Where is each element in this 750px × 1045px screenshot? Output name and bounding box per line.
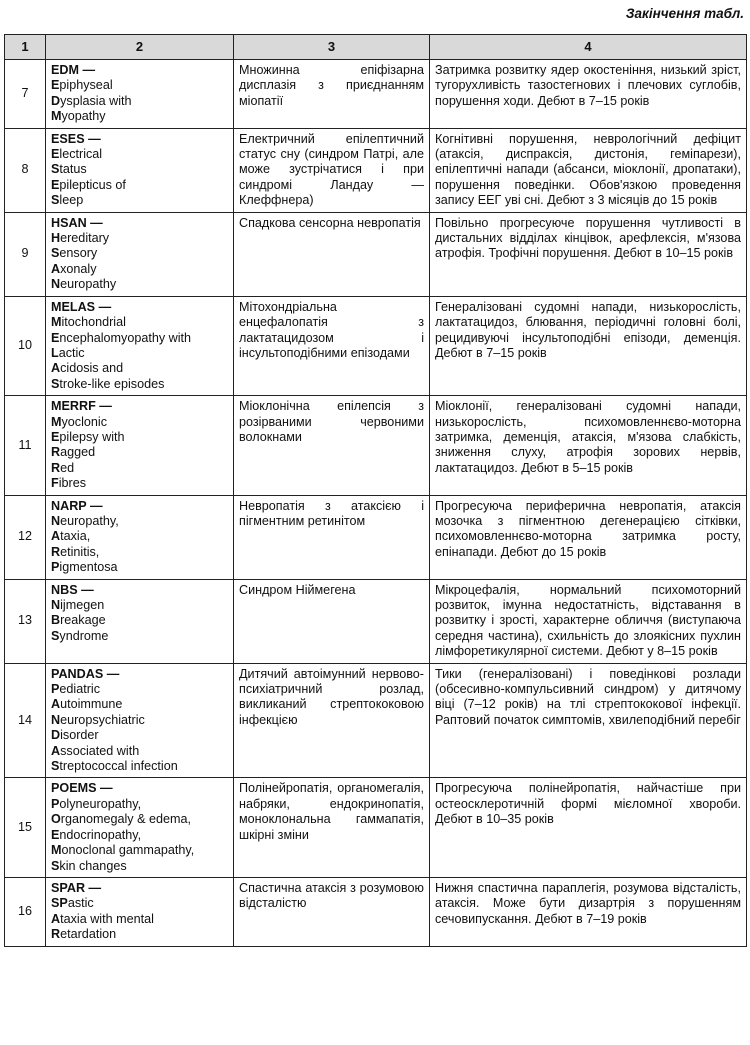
acronym-word-rest: isorder: [60, 728, 99, 743]
acronym-expansion-line: [51, 476, 228, 491]
acronym-expansion-line: [51, 859, 228, 874]
acronym-word-rest: agged: [60, 445, 96, 460]
acronym-initial: E: [51, 827, 60, 842]
acronym-initial: E: [51, 147, 60, 162]
table-row: [5, 778, 747, 877]
acronym-word-rest: etardation: [60, 927, 117, 942]
acronym-word-rest: utoimmune: [60, 697, 123, 712]
acronym-initial: SP: [51, 896, 68, 911]
acronym-word-rest: actic: [58, 345, 85, 360]
header-col-2: 2: [46, 35, 234, 60]
acronym-word-rest: ssociated with: [60, 743, 140, 758]
header-col-3: 3: [234, 35, 430, 60]
acronym-word-rest: europathy,: [60, 513, 119, 528]
table-row: [5, 877, 747, 946]
row-number: 14: [5, 663, 46, 778]
syndrome-description: Множинна епіфізарна дисплазія з приєднанням міопатії: [234, 60, 430, 129]
acronym-word-rest: leep: [59, 193, 84, 208]
acronym-word-rest: xonaly: [60, 261, 97, 276]
acronym-initial: E: [51, 330, 60, 345]
acronym-title: HSAN —: [51, 215, 103, 230]
acronym-word-rest: tatus: [59, 162, 87, 177]
clinical-features: Повільно прогресуюче порушення чутливості в дистальних відділах кінцівок, арефлексія, м'язова атрофія. Трофічні порушення. Дебют в 10–15 років: [430, 212, 747, 296]
clinical-features: Прогресуюча полінейропатія, найчастіше при остеосклеротичній формі мієломної хвороби. Дебют в 10–35 років: [430, 778, 747, 877]
acronym-expansion-line: [51, 377, 228, 392]
acronym-word-rest: astic: [67, 896, 94, 911]
clinical-features: Нижня спастична параплегія, розумова відсталість, атаксія. Може бути дизартрія з порушенням сечовипускання. Дебют в 7–19 років: [430, 877, 747, 946]
acronym-cell: [46, 579, 234, 663]
acronym-word-rest: ediatric: [59, 682, 101, 697]
acronym-word-rest: pilepsy with: [59, 429, 125, 444]
acronym-initial: A: [51, 911, 61, 926]
acronym-cell: [46, 212, 234, 296]
row-number: 9: [5, 212, 46, 296]
acronym-expansion-line: [51, 178, 228, 193]
acronym-expansion-line: [51, 514, 228, 529]
acronym-word-rest: piphyseal: [59, 78, 113, 93]
row-number: 11: [5, 396, 46, 495]
acronym-initial: E: [51, 177, 60, 192]
acronym-initial: H: [51, 231, 61, 246]
acronym-word-rest: etinitis,: [60, 544, 100, 559]
acronym-expansion-line: [51, 415, 228, 430]
acronym-word-rest: europsychiatric: [60, 712, 145, 727]
acronym-initial: R: [51, 445, 61, 460]
acronym-expansion-line: [51, 843, 228, 858]
acronym-expansion-line: [51, 445, 228, 460]
acronym-expansion-line: [51, 461, 228, 476]
table-row: [5, 396, 747, 495]
acronym-word-rest: kin changes: [59, 858, 127, 873]
acronym-word-rest: ibres: [58, 476, 86, 491]
acronym-word-rest: lectrical: [59, 147, 103, 162]
acronym-word-rest: ndocrinopathy,: [59, 827, 142, 842]
acronym-initial: N: [51, 513, 61, 528]
acronym-expansion-line: [51, 231, 228, 246]
acronym-word-rest: ereditary: [60, 231, 110, 246]
acronym-initial: F: [51, 476, 59, 491]
acronym-expansion-line: [51, 728, 228, 743]
acronym-cell: [46, 877, 234, 946]
acronym-cell: [46, 296, 234, 395]
acronym-expansion-line: [51, 331, 228, 346]
acronym-expansion-line: [51, 277, 228, 292]
acronym-expansion-line: [51, 430, 228, 445]
acronym-expansion-line: [51, 759, 228, 774]
acronym-cell: [46, 495, 234, 579]
acronym-initial: P: [51, 796, 60, 811]
acronym-initial: M: [51, 414, 62, 429]
clinical-features: Генералізовані судомні напади, низькорослість, лактатацидоз, блювання, періодичні головні болі, рецидивуючі інсультоподібні епізоди, деменція. Дебют в 7–15 років: [430, 296, 747, 395]
syndrome-description: Дитячий автоімунний нервово-психіатричний розлад, викликаний стрептококовою інфекцією: [234, 663, 430, 778]
acronym-expansion-line: [51, 162, 228, 177]
clinical-features: Тики (генералізовані) і поведінкові розлади (обсесивно-компульсивний синдром) у дитячому віці (7–12 років) на тлі стрептококової інфекції. Раптовий початок симптомів, хвилеподібний перебіг: [430, 663, 747, 778]
syndrome-description: Мітохондріальна енцефалопатія з лактатацидозом і інсультоподібними епізодами: [234, 296, 430, 395]
acronym-word-rest: ncephalomyopathy with: [59, 330, 192, 345]
acronym-initial: S: [51, 376, 60, 391]
acronym-expansion-line: [51, 697, 228, 712]
table-continuation-caption: Закінчення табл.: [625, 6, 744, 21]
table-row: [5, 663, 747, 778]
acronym-word-rest: ed: [60, 460, 75, 475]
acronym-initial: R: [51, 544, 61, 559]
acronym-word-rest: onoclonal gammapathy,: [61, 843, 195, 858]
acronym-word-rest: ysplasia with: [60, 93, 132, 108]
acronym-expansion-line: [51, 797, 228, 812]
acronym-expansion-line: [51, 147, 228, 162]
acronym-initial: A: [51, 529, 61, 544]
acronym-word-rest: taxia,: [60, 529, 91, 544]
acronym-expansion-line: [51, 560, 228, 575]
clinical-features: Когнітивні порушення, неврологічний дефіцит (атаксія, диспраксія, дистонія, геміпарези), епілептичні напади (абсанси, міоклонії, дропатаки), порушення поведінки. Обов'язкою проведення запису ЕЕГ уві сні. Дебют з 3 місяців до 15 років: [430, 128, 747, 212]
acronym-expansion-line: [51, 613, 228, 628]
acronym-initial: N: [51, 277, 61, 292]
acronym-expansion-line: [51, 812, 228, 827]
acronym-word-rest: itochondrial: [61, 315, 126, 330]
acronym-expansion-line: [51, 246, 228, 261]
row-number: 13: [5, 579, 46, 663]
acronym-expansion-line: [51, 109, 228, 124]
table-row: [5, 128, 747, 212]
acronym-cell: [46, 778, 234, 877]
acronym-expansion-line: [51, 94, 228, 109]
acronym-title: NBS —: [51, 582, 94, 597]
acronym-word-rest: ensory: [59, 246, 98, 261]
table-header: [5, 35, 747, 60]
acronym-initial: N: [51, 712, 61, 727]
acronym-word-rest: pilepticus of: [59, 177, 126, 192]
acronym-expansion-line: [51, 598, 228, 613]
acronym-cell: [46, 60, 234, 129]
table-row: [5, 579, 747, 663]
acronym-expansion-line: [51, 629, 228, 644]
clinical-features: Мікроцефалія, нормальний психомоторний розвиток, імунна недостатність, відставання в розвитку і зрості, характерне обличчя (виступаюча середня частина), схильність до злоякісних пухлин лімфоретикулярної системи. Дебют у 8–15 років: [430, 579, 747, 663]
acronym-initial: D: [51, 728, 61, 743]
table-row: [5, 60, 747, 129]
syndrome-description: Спадкова сенсорна невропатія: [234, 212, 430, 296]
clinical-features: Міоклонії, генералізовані судомні напади, низькорослість, психомовленнєво-моторна затримка, деменція, атаксія, м'язова слабкість, зниження слуху, атрофія зорових нервів, лактатацидоз. Дебют в 5–15 років: [430, 396, 747, 495]
acronym-initial: A: [51, 743, 61, 758]
acronym-initial: E: [51, 429, 60, 444]
header-col-4: 4: [430, 35, 747, 60]
acronym-expansion-line: [51, 78, 228, 93]
acronym-initial: R: [51, 927, 61, 942]
acronym-expansion-line: [51, 346, 228, 361]
syndrome-description: Невропатія з атаксією і пігментним ретинітом: [234, 495, 430, 579]
acronym-initial: A: [51, 261, 61, 276]
acronym-initial: S: [51, 246, 60, 261]
row-number: 12: [5, 495, 46, 579]
acronym-title: PANDAS —: [51, 666, 120, 681]
acronym-word-rest: rganomegaly & edema,: [60, 812, 192, 827]
syndrome-description: Полінейропатія, органомегалія, набряки, ендокринопатія, моноклональна гаммапатія, шкірні зміни: [234, 778, 430, 877]
acronym-initial: R: [51, 460, 61, 475]
acronym-initial: M: [51, 109, 62, 124]
table-row: [5, 212, 747, 296]
acronym-initial: S: [51, 759, 60, 774]
row-number: 7: [5, 60, 46, 129]
acronym-expansion-line: [51, 713, 228, 728]
acronym-initial: A: [51, 697, 61, 712]
acronym-word-rest: igmentosa: [59, 560, 118, 575]
acronym-initial: L: [51, 345, 59, 360]
row-number: 15: [5, 778, 46, 877]
acronym-word-rest: olyneuropathy,: [59, 796, 142, 811]
row-number: 8: [5, 128, 46, 212]
table-row: [5, 495, 747, 579]
acronym-expansion-line: [51, 682, 228, 697]
syndromes-table: [4, 34, 747, 947]
acronym-initial: O: [51, 812, 61, 827]
acronym-cell: [46, 396, 234, 495]
table-body: [5, 60, 747, 947]
table-row: [5, 296, 747, 395]
syndrome-description: Електричний епілептичний статус сну (синдром Патрі, але може зустрічатися і при синдромі Ландау — Клеффнера): [234, 128, 430, 212]
acronym-word-rest: yndrome: [59, 628, 109, 643]
acronym-expansion-line: [51, 912, 228, 927]
acronym-word-rest: yoclonic: [61, 414, 107, 429]
acronym-word-rest: europathy: [60, 277, 117, 292]
acronym-initial: B: [51, 613, 61, 628]
acronym-initial: S: [51, 628, 60, 643]
acronym-title: EDM —: [51, 63, 96, 77]
acronym-title: MELAS —: [51, 299, 112, 314]
acronym-expansion-line: [51, 545, 228, 560]
acronym-expansion-line: [51, 262, 228, 277]
row-number: 10: [5, 296, 46, 395]
acronym-cell: [46, 663, 234, 778]
acronym-word-rest: reakage: [60, 613, 106, 628]
acronym-word-rest: ijmegen: [60, 598, 105, 612]
syndrome-description: Синдром Ніймегена: [234, 579, 430, 663]
acronym-title: ESES —: [51, 131, 101, 146]
acronym-word-rest: troke-like episodes: [59, 376, 165, 391]
row-number: 16: [5, 877, 46, 946]
acronym-expansion-line: [51, 896, 228, 911]
acronym-initial: N: [51, 598, 61, 612]
syndrome-description: Міоклонічна епілепсія з розірваними червоними волокнами: [234, 396, 430, 495]
acronym-initial: D: [51, 93, 61, 108]
acronym-word-rest: taxia with mental: [60, 911, 154, 926]
acronym-initial: M: [51, 315, 62, 330]
acronym-initial: P: [51, 560, 60, 575]
acronym-expansion-line: [51, 315, 228, 330]
acronym-initial: S: [51, 858, 60, 873]
clinical-features: Прогресуюча периферична невропатія, атаксія мозочка з пігментною дегенерацією сітківки, психомовленнєво-моторна затримка росту, епінапади. Дебют до 15 років: [430, 495, 747, 579]
acronym-title: POEMS —: [51, 781, 113, 796]
acronym-title: NARP —: [51, 498, 103, 513]
acronym-expansion-line: [51, 193, 228, 208]
acronym-initial: S: [51, 193, 60, 208]
acronym-expansion-line: [51, 529, 228, 544]
header-col-1: 1: [5, 35, 46, 60]
acronym-expansion-line: [51, 744, 228, 759]
acronym-word-rest: cidosis and: [60, 361, 124, 376]
syndrome-description: Спастична атаксія з розумовою відсталістю: [234, 877, 430, 946]
acronym-expansion-line: [51, 361, 228, 376]
acronym-expansion-line: [51, 927, 228, 942]
acronym-initial: P: [51, 682, 60, 697]
acronym-initial: S: [51, 162, 60, 177]
acronym-initial: E: [51, 78, 60, 93]
acronym-title: MERRF —: [51, 399, 112, 414]
acronym-initial: M: [51, 843, 62, 858]
clinical-features: Затримка розвитку ядер окостеніння, низький зріст, тугорухливість тазостегнових і плечових суглобів, порушення ходи. Дебют в 7–15 років: [430, 60, 747, 129]
acronym-word-rest: yopathy: [61, 109, 106, 124]
acronym-word-rest: treptococcal infection: [59, 759, 178, 774]
acronym-initial: A: [51, 361, 61, 376]
acronym-title: SPAR —: [51, 880, 102, 895]
acronym-cell: [46, 128, 234, 212]
acronym-expansion-line: [51, 828, 228, 843]
